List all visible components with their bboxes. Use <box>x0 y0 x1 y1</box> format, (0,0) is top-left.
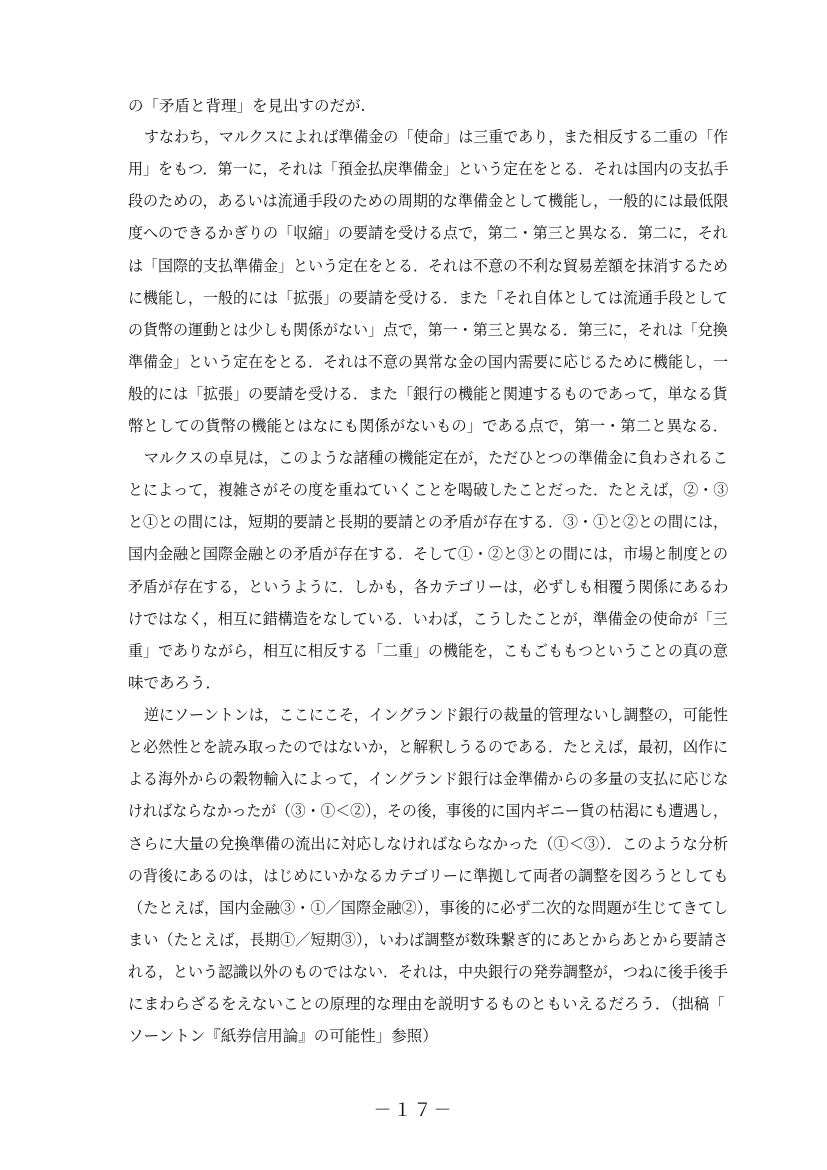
text-line: まい（たとえば，長期①／短期③），いわば調整が数珠繋ぎ的にあとからあとから要請さ <box>128 931 729 949</box>
text-line: にまわらざるをえないことの原理的な理由を説明するものともいえるだろう．（拙稿「 <box>128 995 725 1013</box>
text-line: 味であろう． <box>128 674 222 692</box>
text-line: （たとえば，国内金融③・①／国際金融②），事後的に必ず二次的な問題が生じてきてし <box>128 899 729 917</box>
text-line: よる海外からの穀物輸入によって，イングランド銀行は金準備からの多量の支払に応じな <box>128 770 729 788</box>
text-line: の背後にあるのは，はじめにいかなるカテゴリーに準拠して両者の調整を図ろうとしても <box>128 867 729 885</box>
text-line: さらに大量の兌換準備の流出に対応しなければならなかった（①＜③）．このような分析 <box>128 835 729 853</box>
text-line: すなわち，マルクスによれば準備金の「使命」は三重であり，また相反する二重の「作 <box>144 128 729 146</box>
text-line: の「矛盾と背理」を見出すのだが. <box>128 97 366 115</box>
text-line: 般的には「拡張」の要請を受ける．また「銀行の機能と関連するものであって，単なる貨 <box>128 385 728 403</box>
text-line: 矛盾が存在する，というように．しかも，各カテゴリーは，必ずしも相覆う関係にあるわ <box>128 578 729 596</box>
text-line: と必然性とを読み取ったのではないか，と解釈しうるのである．たとえば，最初，凶作に <box>128 738 729 756</box>
text-line: 逆にソーントンは，ここにこそ，イングランド銀行の裁量的管理ないし調整の，可能性 <box>144 706 728 724</box>
text-line: 段のための，あるいは流通手段のための周期的な準備金として機能し，一般的には最低限 <box>128 192 729 210</box>
text-line: 度へのできるかぎりの「収縮」の要請を受ける点で，第二・第三と異なる．第二に，それ <box>128 224 728 242</box>
text-line: に機能し，一般的には「拡張」の要請を受ける．また「それ自体としては流通手段として <box>128 289 729 307</box>
text-line: ソーントン『紙券信用論』の可能性」参照） <box>128 1027 438 1045</box>
text-line: れる，という認識以外のものではない．それは，中央銀行の発券調整が，つねに後手後手 <box>128 963 729 981</box>
text-line: とによって，複雑さがその度を重ねていくことを喝破したことだった．たとえば，②・③ <box>128 481 729 499</box>
text-line: の貨幣の運動とは少しも関係がない」点で，第一・第三と異なる．第三に，それは「兌換 <box>128 321 728 339</box>
text-line: けではなく，相互に錯構造をなしている．いわば，こうしたことが，準備金の使命が「三 <box>128 610 728 628</box>
text-line: 準備金」という定在をとる．それは不意の異常な金の国内需要に応じるために機能し，一 <box>128 353 729 371</box>
page-number: －１７－ <box>373 1100 454 1121</box>
text-line: 幣としての貨幣の機能とはなにも関係がないもの」である点で，第一・第二と異なる． <box>128 417 729 435</box>
text-line: ければならなかったが（③・①＜②），その後，事後的に国内ギニー貨の枯渇にも遭遇し， <box>128 802 728 820</box>
text-line: は「国際的支払準備金」という定在をとる．それは不意の不利な貿易差額を抹消するため <box>128 257 729 275</box>
text-line: 国内金融と国際金融との矛盾が存在する．そして①・②と③との間には，市場と制度との <box>128 545 729 563</box>
text-line: 用」をもつ．第一に，それは「預金払戻準備金」という定在をとる．それは国内の支払手 <box>128 160 729 178</box>
text-line: 重」でありながら，相互に相反する「二重」の機能を，こもごももつということの真の意 <box>128 642 729 660</box>
text-line: と①との間には，短期的要請と長期的要請との矛盾が存在する．③・①と②との間には， <box>128 513 729 531</box>
text-line: マルクスの卓見は，このような諸種の機能定在が，ただひとつの準備金に負わされるこ <box>144 449 728 467</box>
